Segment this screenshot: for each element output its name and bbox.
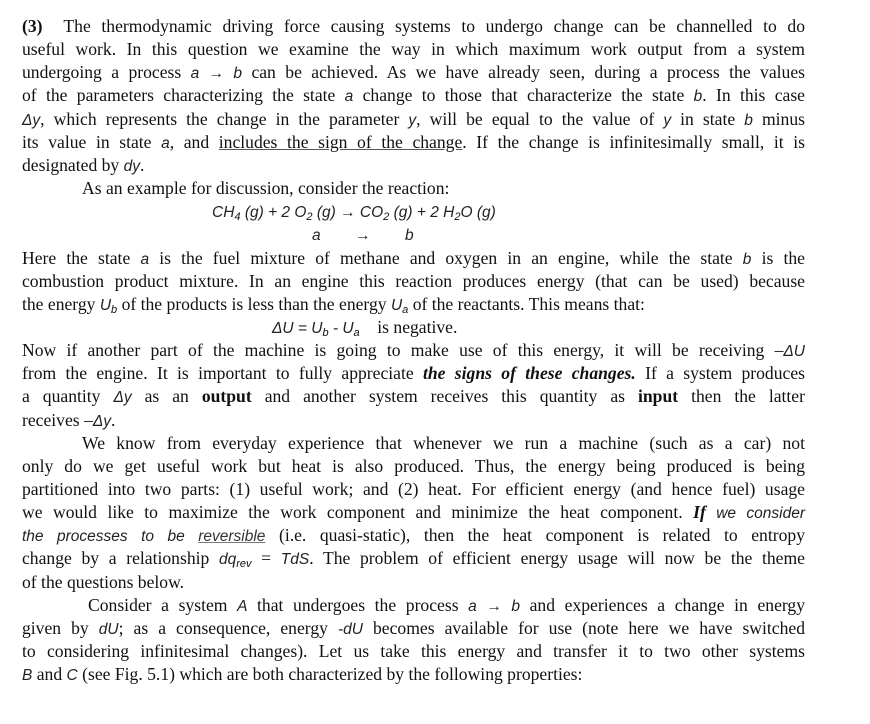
text-line [82,432,805,455]
body-text: . In this case [702,85,805,106]
body-text: we would like to maximize the work component and minimize the heat component. [22,502,694,523]
subscript-text: rev [236,558,252,571]
body-text: change to those that characterize the state [353,85,694,106]
body-text: Here the state [22,247,141,268]
body-text: ; as a consequence, energy [118,617,338,638]
subscript-text: a [402,303,409,316]
body-text: change by a relationship [22,548,219,569]
body-text: , which represents the change in the parameter [40,108,409,129]
body-text: designated by [22,154,124,175]
body-text: its value in state [22,131,162,152]
math-text: - U [328,319,354,337]
emphasis-text: the signs of these changes. [423,363,636,384]
text-line [22,108,805,131]
math-text: U [99,296,112,314]
body-text: of the parameters characterizing the state [22,85,345,106]
subscript-text: 2 [306,211,313,224]
text-line [22,524,805,547]
math-text: O (g) [460,204,496,222]
body-text: partitioned into two parts: (1) useful work; and (2) heat. For efficient energy (and hence fuel) usage [22,479,805,499]
body-text: a quantity [22,386,114,407]
text-line [212,200,805,223]
body-text: becomes available for use (note here we have switched [362,617,805,638]
body-text: . [140,154,145,175]
body-text: , will be equal to the value of [416,108,664,129]
subscript-text: 4 [234,211,241,224]
body-text: given by [22,617,99,638]
math-text: C [66,667,78,685]
emphasis-text: If [693,502,706,523]
body-text: only do we get useful work but heat is also produced. Thus, the energy being produced is being [22,455,805,476]
body-text: (i.e. quasi-static), then the heat component is related to entropy [265,525,805,546]
text-line [22,339,805,362]
body-text: Consider a system [88,594,238,615]
subscript-text: b [322,326,329,339]
emphasis-text: (3) [22,16,43,36]
body-text: . If the change is infinitesimally small, it is [462,131,805,152]
math-text: U [390,296,403,314]
math-text: we consider [705,505,806,523]
body-text: and another system receives this quantity as [251,386,638,407]
text-line [88,594,805,617]
text-line [312,223,805,246]
text-line [22,270,805,293]
body-text: can be achieved. As we have already seen, during a process the values [242,62,806,83]
body-text: , and [169,131,219,152]
text-line [22,61,805,84]
subscript-text: a [353,326,360,339]
text-line [22,385,805,408]
underlined-text: reversible [198,528,266,546]
math-text: (g) + 2 O [240,204,307,222]
subscript-text: b [111,303,118,316]
body-text: We know from everyday experience that whenever we run a machine (such as a car) not [82,432,805,453]
math-text: (g) + 2 H [389,204,455,222]
body-text: is negative. [359,316,458,337]
math-text: b [742,250,752,268]
text-line [22,84,805,107]
body-text: As an example for discussion, consider the reaction: [82,178,450,199]
math-text: Δy [113,389,132,407]
emphasis-text: input [637,386,679,407]
body-text: (see Fig. 5.1) which are both characterized by the following properties: [77,664,583,685]
text-line [22,663,805,686]
math-text: ΔU [272,319,294,337]
math-text: y [663,111,672,129]
body-text: and experiences a change in energy [519,594,806,615]
math-text: TdS [280,551,310,569]
math-text: b [693,88,703,106]
subscript-text: 2 [454,211,461,224]
text-line [22,478,805,501]
math-text: a → b [312,227,414,245]
math-text: CH [212,204,235,222]
body-text: combustion product mixture. In an engine this reaction produces energy (that can be used) because [22,270,805,291]
text-line [22,131,805,154]
math-text: (g) → CO [312,204,384,222]
math-text: A [237,597,248,615]
body-text: useful work. In this question we examine the way in which maximum work output from a system [22,39,805,60]
body-text: in state [671,108,745,129]
math-text: dq [218,551,237,569]
text-line [22,38,805,61]
math-text: Δy [22,111,41,129]
text-line [22,640,805,663]
body-text: is the fuel mixture of methane and oxygen in an engine, while the state [149,247,743,268]
emphasis-text: output [201,386,252,407]
body-text: as an [131,386,202,407]
text-line [22,547,805,570]
text-line [22,154,805,177]
math-text: Δy [92,412,111,430]
subscript-text: 2 [383,211,390,224]
math-text: -dU [337,620,363,638]
math-text: B [22,667,33,685]
body-text: receives – [22,409,93,430]
underlined-text: includes the sign of the change [218,131,463,152]
text-line [22,617,805,640]
body-text: undergoing a process [22,62,191,83]
math-text: y [408,111,417,129]
math-text: dy [123,157,141,175]
body-text: If a system produces [635,363,805,384]
math-text: the processes to be [22,528,199,546]
text-line [22,362,805,385]
text-line [22,501,805,524]
body-text: of the products is less than the energy [117,293,391,314]
math-text: ΔU [783,343,805,361]
body-text: that undergoes the process [247,594,469,615]
body-text: = [251,548,281,569]
body-text: to considering infinitesimal changes). Let us take this energy and transfer it to two other systems [22,641,805,662]
body-text: the energy [22,293,100,314]
text-line [22,293,805,316]
body-text: is the [751,247,805,268]
math-text: a [140,250,150,268]
body-text: of the reactants. This means that: [408,293,645,314]
math-text: a [344,88,354,106]
body-text: . [110,409,116,430]
text-line [22,247,805,270]
body-text: minus [752,108,805,129]
math-text: a → b [190,65,243,83]
math-text: dU [98,620,119,638]
math-text: b [744,111,753,129]
text-line [22,15,805,38]
text-line [22,455,805,478]
text-line [22,409,805,432]
body-text: The thermodynamic driving force causing systems to undergo change can be channelled to do [42,16,805,36]
math-text: a → b [468,597,520,615]
math-text: a [161,134,170,152]
body-text: and [32,664,67,685]
body-text: from the engine. It is important to fully appreciate [22,363,423,384]
text-line [82,177,805,200]
math-text: = U [293,319,323,337]
text-line [22,571,805,594]
body-text: Now if another part of the machine is going to make use of this energy, it will be receiving – [22,340,784,361]
text-line [272,316,805,339]
body-text: of the questions below. [22,571,185,592]
body-text: . The problem of efficient energy usage will now be the theme [309,548,805,569]
body-text: then the latter [678,386,805,407]
